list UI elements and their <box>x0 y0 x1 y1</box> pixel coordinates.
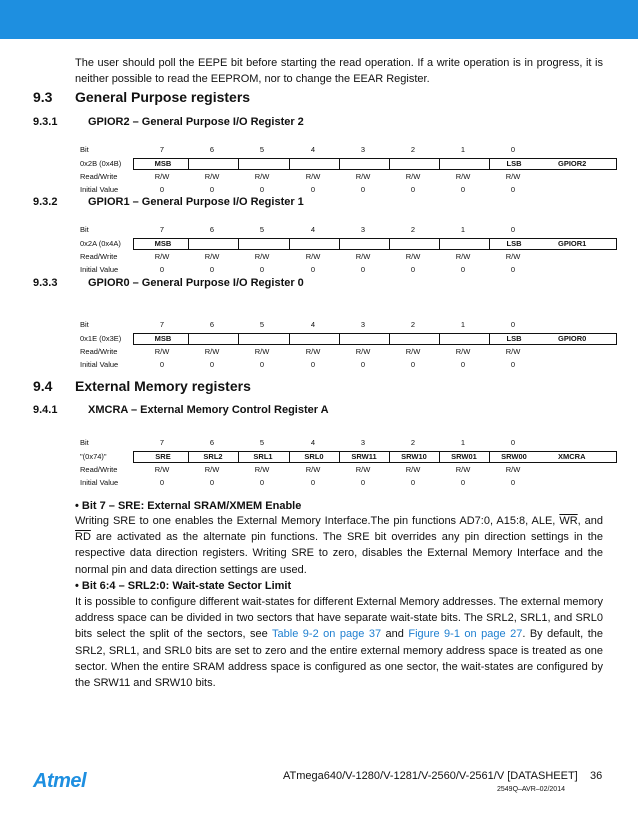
bit-separator <box>439 334 440 344</box>
initial-value: 0 <box>510 265 516 274</box>
bit-number: 2 <box>410 438 416 447</box>
page-number: 36 <box>590 770 603 782</box>
bit-separator <box>489 239 490 249</box>
bit-field <box>339 334 389 344</box>
bit-number: 4 <box>310 438 316 447</box>
access-value: R/W <box>154 347 170 356</box>
subsection-title: GPIOR1 – General Purpose I/O Register 1 <box>88 196 304 208</box>
bit-field: MSB <box>154 334 172 343</box>
initial-value-label: Initial Value <box>80 265 119 274</box>
initial-value-label: Initial Value <box>80 185 119 194</box>
access-value: R/W <box>254 172 270 181</box>
access-value: R/W <box>455 347 471 356</box>
initial-value: 0 <box>510 478 516 487</box>
access-value: R/W <box>405 252 421 261</box>
bit-separator <box>289 239 290 249</box>
access-value: R/W <box>204 465 220 474</box>
bit-number: 6 <box>209 320 215 329</box>
bit-field <box>289 159 339 169</box>
initial-value: 0 <box>259 360 265 369</box>
bit-number: 1 <box>460 225 466 234</box>
bit-field: SRE <box>155 452 171 461</box>
read-write-label: Read/Write <box>80 252 118 261</box>
initial-value: 0 <box>460 360 466 369</box>
access-value: R/W <box>154 252 170 261</box>
register-name: XMCRA <box>558 452 586 461</box>
access-value: R/W <box>204 172 220 181</box>
bit-separator <box>389 334 390 344</box>
access-value: R/W <box>204 347 220 356</box>
bit-row-label: Bit <box>80 320 89 329</box>
subsection-number: 9.3.1 <box>33 116 58 128</box>
bit-separator <box>489 452 490 462</box>
bit-separator <box>339 334 340 344</box>
bit-number: 2 <box>410 320 416 329</box>
register-name: GPIOR2 <box>558 159 587 168</box>
bit64-heading: • Bit 6:4 – SRL2:0: Wait-state Sector Limit <box>75 580 292 592</box>
bit-separator <box>188 334 189 344</box>
bit-field: SRW01 <box>451 452 477 461</box>
bit-separator <box>489 334 490 344</box>
bit-field <box>389 334 439 344</box>
subsection-title: XMCRA – External Memory Control Register A <box>88 404 329 416</box>
bit-separator <box>238 334 239 344</box>
bit-field-bar <box>133 238 617 250</box>
read-write-label: Read/Write <box>80 172 118 181</box>
register-name: GPIOR0 <box>558 334 587 343</box>
access-value: R/W <box>355 252 371 261</box>
bit-field: SRL0 <box>304 452 324 461</box>
access-value: R/W <box>305 172 321 181</box>
access-value: R/W <box>355 172 371 181</box>
initial-value: 0 <box>360 360 366 369</box>
initial-value: 0 <box>410 185 416 194</box>
bit-field <box>289 334 339 344</box>
bit7-text-1: Writing SRE to one enables the External Memory Interface.The pin functions AD7:0, A15:8, ALE, <box>75 515 560 527</box>
bit-field-bar <box>133 158 617 170</box>
bit-separator <box>439 159 440 169</box>
bit-field <box>188 159 238 169</box>
initial-value: 0 <box>209 478 215 487</box>
register-name: GPIOR1 <box>558 239 587 248</box>
bit7-paragraph <box>75 513 603 578</box>
bit-field: LSB <box>506 159 522 168</box>
access-value: R/W <box>254 347 270 356</box>
bit-field: SRW10 <box>401 452 427 461</box>
access-value: R/W <box>355 465 371 474</box>
bit-separator <box>339 159 340 169</box>
header-rule <box>0 38 638 39</box>
register-table-gpior1 <box>80 225 600 285</box>
access-value: R/W <box>305 347 321 356</box>
access-value: R/W <box>305 252 321 261</box>
bit-number: 7 <box>159 145 165 154</box>
initial-value: 0 <box>510 360 516 369</box>
bit-separator <box>389 159 390 169</box>
initial-value: 0 <box>209 360 215 369</box>
rd-signal: $\overline{RD}$ <box>75 531 91 544</box>
initial-value: 0 <box>410 265 416 274</box>
bit-field: LSB <box>506 239 522 248</box>
access-value: R/W <box>154 465 170 474</box>
bit-number: 0 <box>510 438 516 447</box>
initial-value-label: Initial Value <box>80 360 119 369</box>
bit-number: 3 <box>360 438 366 447</box>
bit-separator <box>289 159 290 169</box>
subsection-number: 9.3.3 <box>33 277 58 289</box>
bit-field-bar <box>133 451 617 463</box>
bit-field: MSB <box>154 239 172 248</box>
bit-number: 3 <box>360 145 366 154</box>
bit-field <box>339 239 389 249</box>
access-value: R/W <box>204 252 220 261</box>
initial-value: 0 <box>209 185 215 194</box>
address-label: 0x2B (0x4B) <box>80 159 122 168</box>
bit64-text-2: and <box>381 628 409 641</box>
wr-signal: $\overline{WR}$ <box>559 515 578 527</box>
section-number: 9.3 <box>33 89 53 105</box>
address-label: "(0x74)" <box>80 452 107 461</box>
bit-number: 4 <box>310 320 316 329</box>
bit-field: LSB <box>506 334 522 343</box>
access-value: R/W <box>405 172 421 181</box>
bit-separator <box>289 452 290 462</box>
initial-value: 0 <box>259 265 265 274</box>
initial-value: 0 <box>410 360 416 369</box>
access-value: R/W <box>505 347 521 356</box>
initial-value: 0 <box>460 265 466 274</box>
bit-separator <box>339 452 340 462</box>
initial-value: 0 <box>259 185 265 194</box>
initial-value: 0 <box>310 478 316 487</box>
bit-number: 1 <box>460 320 466 329</box>
bit-number: 0 <box>510 320 516 329</box>
bit-field <box>188 334 238 344</box>
bit-separator <box>188 452 189 462</box>
bit-number: 0 <box>510 225 516 234</box>
access-value: R/W <box>154 172 170 181</box>
bit-number: 7 <box>159 320 165 329</box>
bit-number: 0 <box>510 145 516 154</box>
section-number: 9.4 <box>33 378 53 394</box>
bit64-paragraph <box>75 594 603 691</box>
bit-number: 2 <box>410 145 416 154</box>
initial-value: 0 <box>159 265 165 274</box>
bit-separator <box>389 452 390 462</box>
bit-number: 5 <box>259 225 265 234</box>
register-table-gpior0 <box>80 320 600 380</box>
bit-separator <box>238 452 239 462</box>
bit-field <box>389 239 439 249</box>
subsection-title: GPIOR2 – General Purpose I/O Register 2 <box>88 116 304 128</box>
bit-number: 3 <box>360 320 366 329</box>
bit-field: MSB <box>154 159 172 168</box>
bit-separator <box>489 159 490 169</box>
bit-field <box>188 239 238 249</box>
initial-value-label: Initial Value <box>80 478 119 487</box>
read-write-label: Read/Write <box>80 465 118 474</box>
access-value: R/W <box>405 465 421 474</box>
bit-number: 7 <box>159 225 165 234</box>
bit-field <box>439 334 489 344</box>
bit-field <box>339 159 389 169</box>
bit-separator <box>188 159 189 169</box>
section-title: External Memory registers <box>75 378 251 394</box>
bit-separator <box>238 159 239 169</box>
bit64-text-3: . By default, the SRL2, SRL1, and SRL0 bits are set to zero and the entire external memory address space is treated as one sector. When the entire SRAM address space is configured as one sector, the wait-states are configured by the SRW11 and SRW10 bits. <box>75 628 604 690</box>
bit-field <box>289 239 339 249</box>
access-value: R/W <box>355 347 371 356</box>
bit-field-bar <box>133 333 617 345</box>
bit-number: 1 <box>460 438 466 447</box>
bit-number: 5 <box>259 438 265 447</box>
bit-number: 4 <box>310 225 316 234</box>
subsection-number: 9.4.1 <box>33 404 58 416</box>
bit-separator <box>439 239 440 249</box>
initial-value: 0 <box>310 185 316 194</box>
bit-row-label: Bit <box>80 145 89 154</box>
access-value: R/W <box>405 347 421 356</box>
bit-field <box>389 159 439 169</box>
document-number: 2549Q–AVR–02/2014 <box>497 786 565 793</box>
initial-value: 0 <box>259 478 265 487</box>
bit-separator <box>188 239 189 249</box>
address-label: 0x1E (0x3E) <box>80 334 122 343</box>
atmel-logo: Atmel <box>33 770 87 792</box>
initial-value: 0 <box>360 265 366 274</box>
initial-value: 0 <box>460 185 466 194</box>
initial-value: 0 <box>209 265 215 274</box>
bit-number: 7 <box>159 438 165 447</box>
access-value: R/W <box>455 172 471 181</box>
bit-number: 2 <box>410 225 416 234</box>
figure-9-1-link[interactable]: Figure 9-1 on page 27 <box>408 628 523 641</box>
bit-separator <box>289 334 290 344</box>
access-value: R/W <box>455 465 471 474</box>
bit-row-label: Bit <box>80 225 89 234</box>
initial-value: 0 <box>460 478 466 487</box>
access-value: R/W <box>254 252 270 261</box>
initial-value: 0 <box>159 360 165 369</box>
initial-value: 0 <box>410 478 416 487</box>
bit-field: SRW00 <box>501 452 527 461</box>
header-bar <box>0 0 638 38</box>
bit-number: 3 <box>360 225 366 234</box>
access-value: R/W <box>254 465 270 474</box>
bit-row-label: Bit <box>80 438 89 447</box>
bit-number: 1 <box>460 145 466 154</box>
bit-number: 5 <box>259 145 265 154</box>
bit-number: 5 <box>259 320 265 329</box>
bit-number: 6 <box>209 145 215 154</box>
bit-field <box>439 239 489 249</box>
subsection-title: GPIOR0 – General Purpose I/O Register 0 <box>88 277 304 289</box>
address-label: 0x2A (0x4A) <box>80 239 121 248</box>
bit-separator <box>339 239 340 249</box>
bit64-text-1: It is possible to configure different wait-states for different External Memory addresses. The external memory address space can be divided in two sectors that have separate wait-state bits. The SRL2, SRL1, and SRL0 bits select the split of the sectors, see <box>75 596 603 641</box>
bit-field: SRL1 <box>253 452 273 461</box>
initial-value: 0 <box>159 185 165 194</box>
bit-number: 6 <box>209 225 215 234</box>
bit-field: SRL2 <box>203 452 223 461</box>
bit-field <box>238 239 288 249</box>
initial-value: 0 <box>159 478 165 487</box>
access-value: R/W <box>505 465 521 474</box>
bit-separator <box>238 239 239 249</box>
bit7-text-2: , and <box>577 515 603 527</box>
bit7-text-3: are activated as the alternate pin functions. The SRE bit overrides any pin direction settings in the respective data direction registers. Writing SRE to zero, disables the External Memory Interface and the normal pin and data direction settings are used. <box>75 531 603 576</box>
initial-value: 0 <box>310 265 316 274</box>
bit-field <box>439 159 489 169</box>
table-9-2-link[interactable]: Table 9-2 on page 37 <box>272 628 382 641</box>
bit-separator <box>389 239 390 249</box>
bit-number: 4 <box>310 145 316 154</box>
access-value: R/W <box>305 465 321 474</box>
bit-field: SRW11 <box>351 452 377 461</box>
access-value: R/W <box>455 252 471 261</box>
initial-value: 0 <box>510 185 516 194</box>
initial-value: 0 <box>310 360 316 369</box>
register-table-xmcra <box>80 438 600 498</box>
section-title: General Purpose registers <box>75 89 251 105</box>
access-value: R/W <box>505 172 521 181</box>
bit-field <box>238 159 288 169</box>
subsection-number: 9.3.2 <box>33 196 58 208</box>
bit7-heading: • Bit 7 – SRE: External SRAM/XMEM Enable <box>75 500 302 512</box>
footer-title: ATmega640/V-1280/V-1281/V-2560/V-2561/V [DATASHEET] <box>283 770 578 782</box>
bit-field <box>238 334 288 344</box>
access-value: R/W <box>505 252 521 261</box>
bit-separator <box>439 452 440 462</box>
intro-paragraph: The user should poll the EEPE bit before starting the read operation. If a write operation is in progress, it is neither possible to read the EEPROM, nor to change the EEAR Register. <box>75 57 603 86</box>
initial-value: 0 <box>360 185 366 194</box>
bit-number: 6 <box>209 438 215 447</box>
initial-value: 0 <box>360 478 366 487</box>
read-write-label: Read/Write <box>80 347 118 356</box>
